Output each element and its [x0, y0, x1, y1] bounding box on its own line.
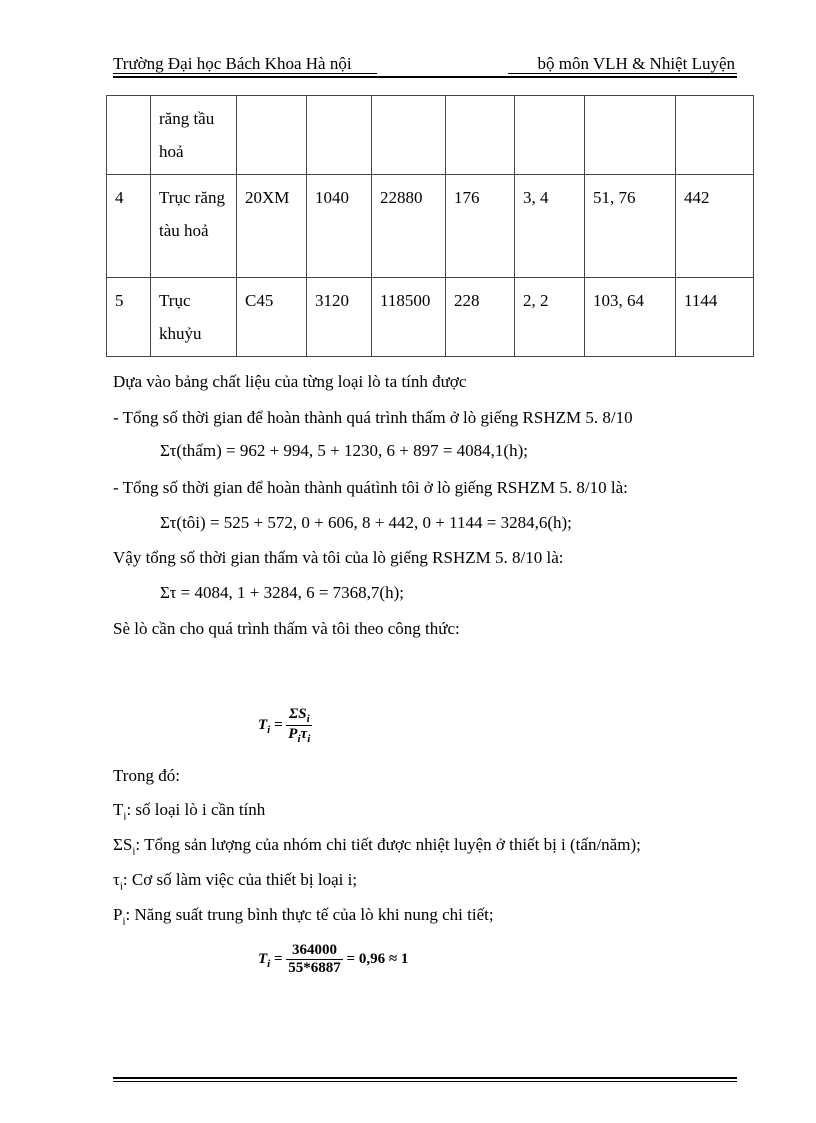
table-cell [372, 96, 446, 175]
calc-fraction: $\frac{364000}{55*6887}$ [288, 942, 341, 976]
table-cell: 51, 76 [585, 175, 676, 278]
table-cell [446, 96, 515, 175]
paragraph-quench-time: - Tổng số thời gian để hoàn thành quátình tôi ở lò giếng RSHZM 5. 8/10 là: [113, 478, 628, 497]
header-university: Trường Đại học Bách Khoa Hà nội [113, 54, 352, 73]
calc-result: = 0,96 ≈ 1 [346, 950, 409, 967]
furnace-count-formula: $T_i$ = $\frac{\Sigma S_i}{P_i\tau_i}$ [258, 706, 311, 745]
paragraph-formula-intro: Sè lò cần cho quá trình thấm và tôi theo công thức: [113, 619, 460, 638]
table-cell: 176 [446, 175, 515, 278]
table-cell: 5 [107, 278, 151, 357]
formula-fraction: $\frac{\Sigma S_i}{P_i\tau_i}$ [288, 706, 311, 745]
footer-rule [113, 1077, 737, 1079]
table-cell: 3, 4 [515, 175, 585, 278]
table-cell: 1040 [307, 175, 372, 278]
table-cell [107, 96, 151, 175]
table-cell: Trục răng tàu hoả [151, 175, 237, 278]
table-cell: C45 [237, 278, 307, 357]
formula-lhs: $T_i$ [258, 716, 271, 736]
table-cell: 4 [107, 175, 151, 278]
definition-pi: $P_i$: Năng suất trung bình thực tế của lò khi nung chi tiết; [113, 905, 494, 928]
table-cell: 118500 [372, 278, 446, 357]
table-cell: răng tầu hoả [151, 96, 237, 175]
table-cell: 3120 [307, 278, 372, 357]
furnace-count-calculation: $T_i$ = $\frac{364000}{55*6887}$ = 0,96 ≈ 1 [258, 942, 409, 976]
footer-rule-thin [113, 1081, 737, 1082]
header-rule [113, 76, 737, 78]
paragraph-intro: Dựa vào bảng chất liệu của từng loại lò ta tính được [113, 372, 467, 391]
formula-sum-tham: Στ(thấm) = 962 + 994, 5 + 1230, 6 + 897 = 4084,1(h); [160, 441, 528, 460]
table-cell [515, 96, 585, 175]
table-cell: 20XM [237, 175, 307, 278]
formula-sum-total: Στ = 4084, 1 + 3284, 6 = 7368,7(h); [160, 583, 404, 602]
paragraph-total: Vậy tổng số thời gian thấm và tôi của lò giếng RSHZM 5. 8/10 là: [113, 548, 564, 567]
definition-si: $\Sigma S_i$: Tổng sản lượng của nhóm chi tiết được nhiệt luyện ở thiết bị i (tấn/năm); [113, 835, 641, 858]
table-cell: 1144 [676, 278, 754, 357]
header-department: bộ môn VLH & Nhiệt Luyện [537, 54, 735, 73]
table-row [107, 96, 754, 175]
table-cell [676, 96, 754, 175]
paragraph-thermal-time: - Tổng số thời gian để hoàn thành quá trình thấm ở lò giếng RSHZM 5. 8/10 [113, 408, 633, 427]
table-cell [585, 96, 676, 175]
table-cell: 228 [446, 278, 515, 357]
definition-tau: $\tau_i$: Cơ số làm việc của thiết bị loại i; [113, 870, 358, 893]
paragraph-where: Trong đó: [113, 766, 180, 785]
table-cell: 103, 64 [585, 278, 676, 357]
formula-sum-toi: Στ(tôi) = 525 + 572, 0 + 606, 8 + 442, 0 + 1144 = 3284,6(h); [160, 513, 572, 532]
table-cell: 442 [676, 175, 754, 278]
calc-lhs: $T_i$ [258, 950, 271, 970]
table-cell: 22880 [372, 175, 446, 278]
materials-table [106, 95, 754, 357]
table-row [107, 175, 754, 278]
table-cell: Trục khuỷu [151, 278, 237, 357]
definition-ti: $T_i$: số loại lò i cần tính [113, 800, 266, 823]
table-cell [307, 96, 372, 175]
header-underline-right [508, 73, 737, 74]
table-cell [237, 96, 307, 175]
header-underline-left [113, 73, 377, 74]
table-cell: 2, 2 [515, 278, 585, 357]
table-row [107, 278, 754, 357]
